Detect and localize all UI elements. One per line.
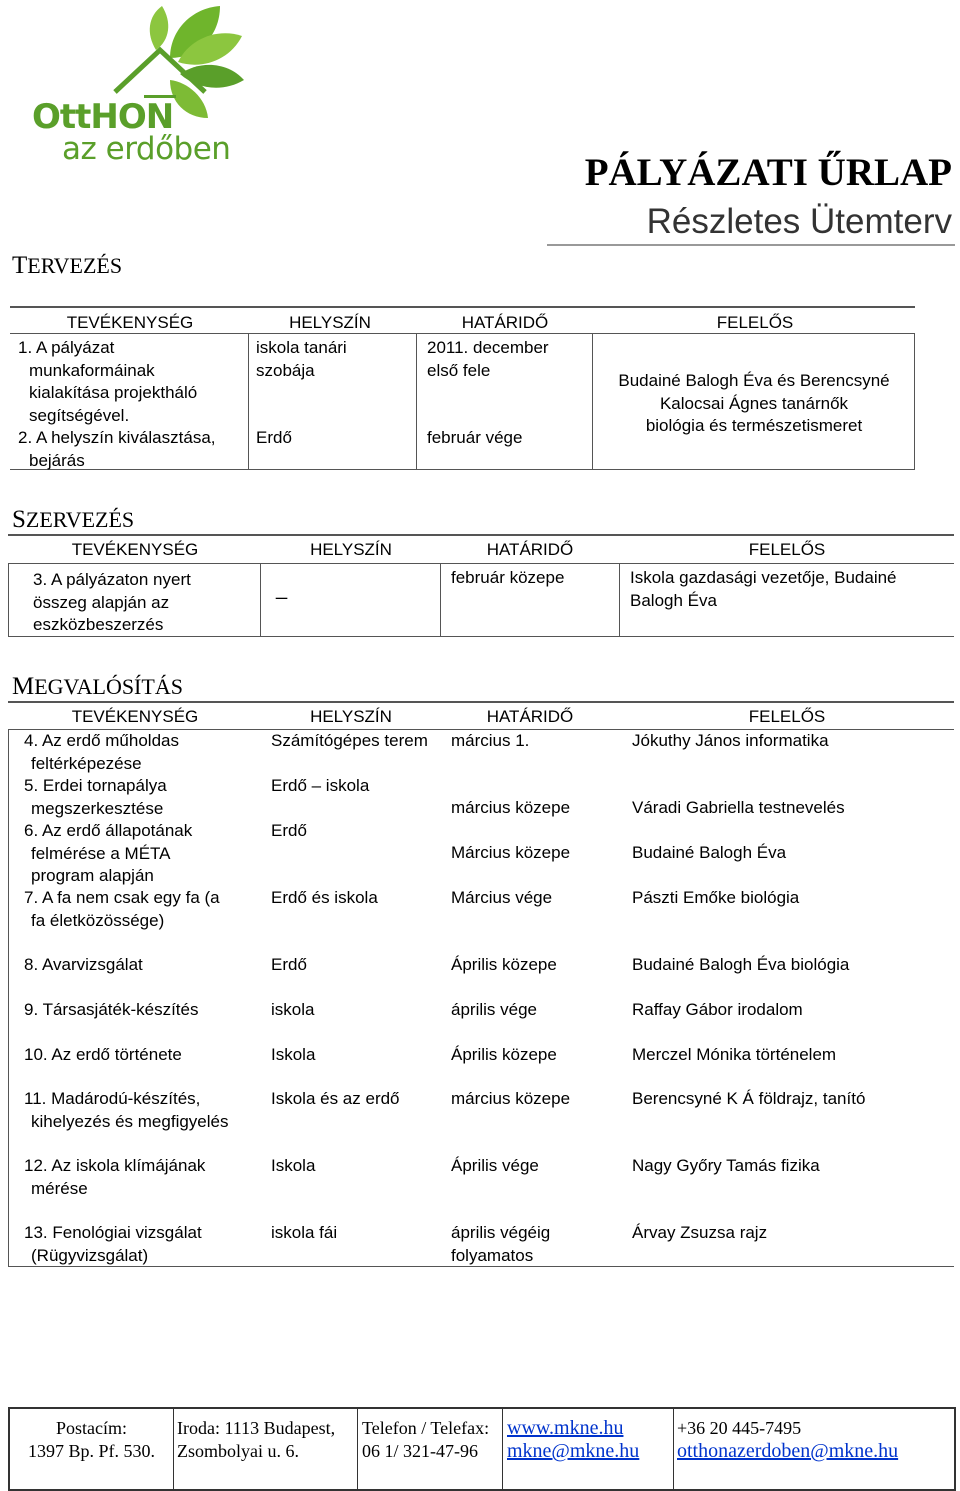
table-cell-deadline: február közepe: [451, 568, 565, 587]
table-cell-deadline: március 1.: [451, 731, 530, 750]
table-cell-deadline: április vége: [451, 1000, 537, 1019]
table-cell-responsible: Váradi Gabriella testnevelés: [632, 798, 845, 817]
table-cell-place: Erdő: [271, 821, 307, 840]
table-border: [8, 563, 954, 564]
table-cell-deadline: Április közepe: [451, 1045, 557, 1064]
column-header-place: HELYSZÍN: [310, 707, 392, 726]
section-heading-organizing: SZERVEZÉS: [12, 506, 135, 533]
table-border: [10, 333, 915, 334]
footer-phone: Telefon / Telefax: 06 1/ 321-47-96: [358, 1409, 503, 1489]
table-row-organizing-3: 3. A pályázaton nyert összeg alapján az eszközbeszerzés: [33, 570, 191, 634]
table-row-activity-5: 5. Erdei tornapálya megszerkesztése: [24, 776, 167, 818]
table-border: [8, 534, 954, 536]
table-cell-responsible: Iskola gazdasági vezetője, Budainé Balogh Éva: [630, 568, 897, 610]
table-cell-place: Erdő – iskola: [271, 776, 370, 795]
table-row-activity-6: 6. Az erdő állapotának felmérése a MÉTA program alapján: [24, 821, 193, 885]
table-cell-place: iskola tanári szobája: [256, 338, 347, 380]
table-cell-place: Számítógépes terem: [271, 731, 428, 750]
table-row-activity-4: 4. Az erdő műholdas feltérképezése: [24, 731, 179, 773]
table-cell-place: Erdő: [271, 955, 307, 974]
table-cell-responsible: Budainé Balogh Éva: [632, 843, 787, 862]
footer-postal: Postacím: 1397 Bp. Pf. 530.: [10, 1409, 174, 1489]
section-heading-implementation: MEGVALÓSÍTÁS: [12, 673, 183, 700]
column-header-responsible: FELELŐS: [716, 313, 794, 332]
footer-contact-box: [8, 1407, 956, 1491]
table-border: [10, 306, 915, 308]
column-header-responsible: FELELŐS: [748, 707, 826, 726]
table-row-activity-9: 9. Társasjáték-készítés: [24, 1000, 199, 1019]
table-cell-deadline: Március közepe: [451, 843, 571, 862]
table-cell-deadline: március közepe: [451, 1089, 571, 1108]
footer-web: [503, 1409, 674, 1489]
section-heading-planning: TERVEZÉS: [12, 252, 123, 279]
table-cell-place: Erdő és iskola: [271, 888, 378, 907]
column-header-responsible: FELELŐS: [748, 540, 826, 559]
column-header-deadline: HATÁRIDŐ: [486, 540, 574, 559]
column-header-activity: TEVÉKENYSÉG: [71, 540, 199, 559]
table-row-activity-13: 13. Fenológiai vizsgálat (Rügyvizsgálat): [24, 1223, 202, 1265]
table-border: [248, 334, 249, 470]
table-cell-deadline: Április vége: [451, 1156, 539, 1175]
table-row-activity-8: 8. Avarvizsgálat: [24, 955, 143, 974]
column-header-deadline: HATÁRIDŐ: [461, 313, 549, 332]
table-cell-responsible: Árvay Zsuzsa rajz: [632, 1223, 768, 1242]
logo-text-erdoben: az erdőben: [62, 131, 231, 167]
table-border: [619, 563, 620, 637]
table-border: [416, 334, 417, 470]
table-cell-place: iskola: [271, 1000, 315, 1019]
table-cell-place: Erdő: [256, 428, 292, 447]
footer-mobile: +36 20 445-7495 otthonazerdoben@mkne.hu: [677, 1418, 899, 1462]
title-divider: [547, 244, 955, 246]
table-border: [8, 701, 954, 703]
table-cell-responsible: Pászti Emőke biológia: [632, 888, 800, 907]
table-cell-deadline: Március vége: [451, 888, 553, 907]
table-cell-deadline: április végéig folyamatos: [451, 1223, 551, 1265]
table-cell-deadline: március közepe: [451, 798, 571, 817]
table-row-activity-12: 12. Az iskola klímájának mérése: [24, 1156, 206, 1198]
column-header-place: HELYSZÍN: [289, 313, 371, 332]
table-cell-place: Iskola: [271, 1156, 316, 1175]
email-link[interactable]: mkne@mkne.hu: [507, 1440, 640, 1462]
table-border: [8, 729, 9, 1266]
table-cell-responsible: Budainé Balogh Éva és Berencsyné Kalocsai Ágnes tanárnők biológia és természetismeret: [618, 371, 890, 435]
table-cell-place: Iskola: [271, 1045, 316, 1064]
table-cell-place: Iskola és az erdő: [271, 1089, 400, 1108]
column-header-activity: TEVÉKENYSÉG: [66, 313, 194, 332]
table-row-activity-7: 7. A fa nem csak egy fa (a fa életközössége): [24, 888, 220, 930]
table-cell-responsible: Budainé Balogh Éva biológia: [632, 955, 850, 974]
page-subtitle: Részletes Ütemterv: [646, 202, 952, 241]
footer-office: Iroda: 1113 Budapest, Zsombolyai u. 6.: [173, 1409, 358, 1489]
table-row-activity-10: 10. Az erdő története: [24, 1045, 182, 1064]
table-border: [8, 563, 9, 637]
table-cell-responsible: Jókuthy János informatika: [632, 731, 829, 750]
page-title: PÁLYÁZATI ŰRLAP: [584, 151, 952, 194]
table-cell-place: _: [276, 578, 288, 600]
table-border: [592, 334, 593, 470]
column-header-activity: TEVÉKENYSÉG: [71, 707, 199, 726]
column-header-place: HELYSZÍN: [310, 540, 392, 559]
table-row-planning-1: 1. A pályázat munkaformáinak kialakítása projektháló segítségével. 2. A helyszín kiválasztása, bejárás: [18, 338, 216, 470]
table-cell-deadline: február vége: [427, 428, 523, 447]
table-cell-responsible: Berencsyné K Á földrajz, tanító: [632, 1089, 866, 1108]
table-cell-deadline: Április közepe: [451, 955, 557, 974]
table-cell-place: iskola fái: [271, 1223, 338, 1242]
column-header-deadline: HATÁRIDŐ: [486, 707, 574, 726]
table-border: [440, 563, 441, 637]
table-cell-responsible: Raffay Gábor irodalom: [632, 1000, 803, 1019]
table-cell-responsible: Nagy Győry Tamás fizika: [632, 1156, 820, 1175]
table-border: [914, 334, 915, 470]
logo-text-otthon: OttHON: [32, 97, 174, 137]
table-cell-deadline: 2011. december első fele: [427, 338, 549, 380]
website-link[interactable]: www.mkne.hu: [507, 1417, 624, 1439]
table-cell-responsible: Merczel Mónika történelem: [632, 1045, 837, 1064]
table-border: [260, 563, 261, 637]
project-email-link[interactable]: otthonazerdoben@mkne.hu: [677, 1440, 899, 1462]
table-row-activity-11: 11. Madárodú-készítés, kihelyezés és megfigyelés: [24, 1089, 229, 1131]
